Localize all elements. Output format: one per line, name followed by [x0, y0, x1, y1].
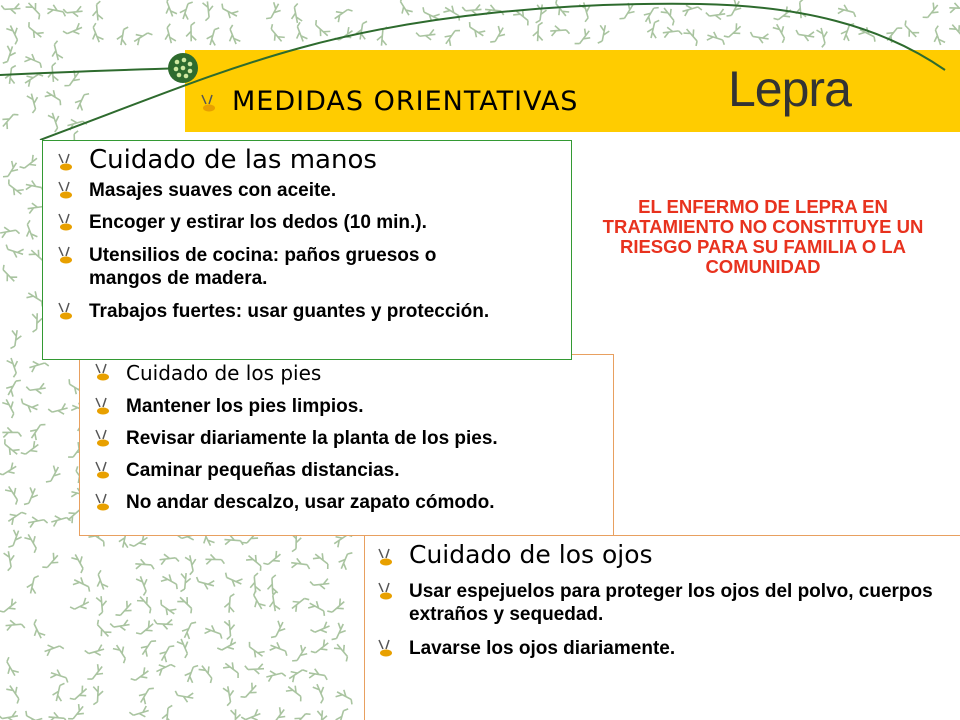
hands-heading: Cuidado de las manos [89, 145, 377, 175]
bee-bullet-icon [92, 361, 114, 383]
list-item: Caminar pequeñas distancias. [92, 459, 400, 482]
feet-care-box [79, 354, 614, 536]
bee-bullet-icon [55, 244, 77, 266]
page-title: Lepra [728, 61, 851, 117]
list-item: No andar descalzo, usar zapato cómodo. [92, 491, 494, 514]
bee-bullet-icon [92, 427, 114, 449]
list-item: Lavarse los ojos diariamente. [375, 637, 675, 660]
bee-bullet-icon [55, 300, 77, 322]
list-item: Masajes suaves con aceite. [55, 179, 560, 202]
list-item: Utensilios de cocina: paños gruesos o mangos de madera. [55, 244, 495, 290]
bee-bullet-icon [92, 395, 114, 417]
bee-bullet-icon [92, 491, 114, 513]
eyes-heading: Cuidado de los ojos [409, 540, 653, 569]
bee-bullet-icon [198, 92, 220, 114]
bee-bullet-icon [375, 637, 397, 659]
list-item: Trabajos fuertes: usar guantes y protección. [55, 300, 567, 323]
green-dot-icon [168, 53, 198, 83]
bee-bullet-icon [55, 211, 77, 233]
bee-bullet-icon [375, 580, 397, 602]
list-item: Usar espejuelos para proteger los ojos del polvo, cuerpos extraños y sequedad. [375, 580, 950, 626]
list-item: Revisar diariamente la planta de los pies. [92, 427, 498, 450]
bee-bullet-icon [55, 151, 77, 173]
eyes-care-box [364, 535, 960, 720]
hands-care-box [42, 140, 572, 360]
list-item [92, 361, 321, 385]
list-item: Mantener los pies limpios. [92, 395, 364, 418]
list-item: Encoger y estirar los dedos (10 min.). [55, 211, 560, 234]
bee-bullet-icon [92, 459, 114, 481]
list-item [375, 540, 653, 569]
page-subtitle: MEDIDAS ORIENTATIVAS [232, 86, 579, 117]
list-item [55, 145, 377, 175]
feet-heading: Cuidado de los pies [126, 361, 322, 385]
bee-bullet-icon [375, 546, 397, 568]
notice-text: EL ENFERMO DE LEPRA EN TRATAMIENTO NO CONSTITUYE UN RIESGO PARA SU FAMILIA O LA COMUNIDAD [602, 196, 924, 277]
bee-bullet-icon [55, 179, 77, 201]
